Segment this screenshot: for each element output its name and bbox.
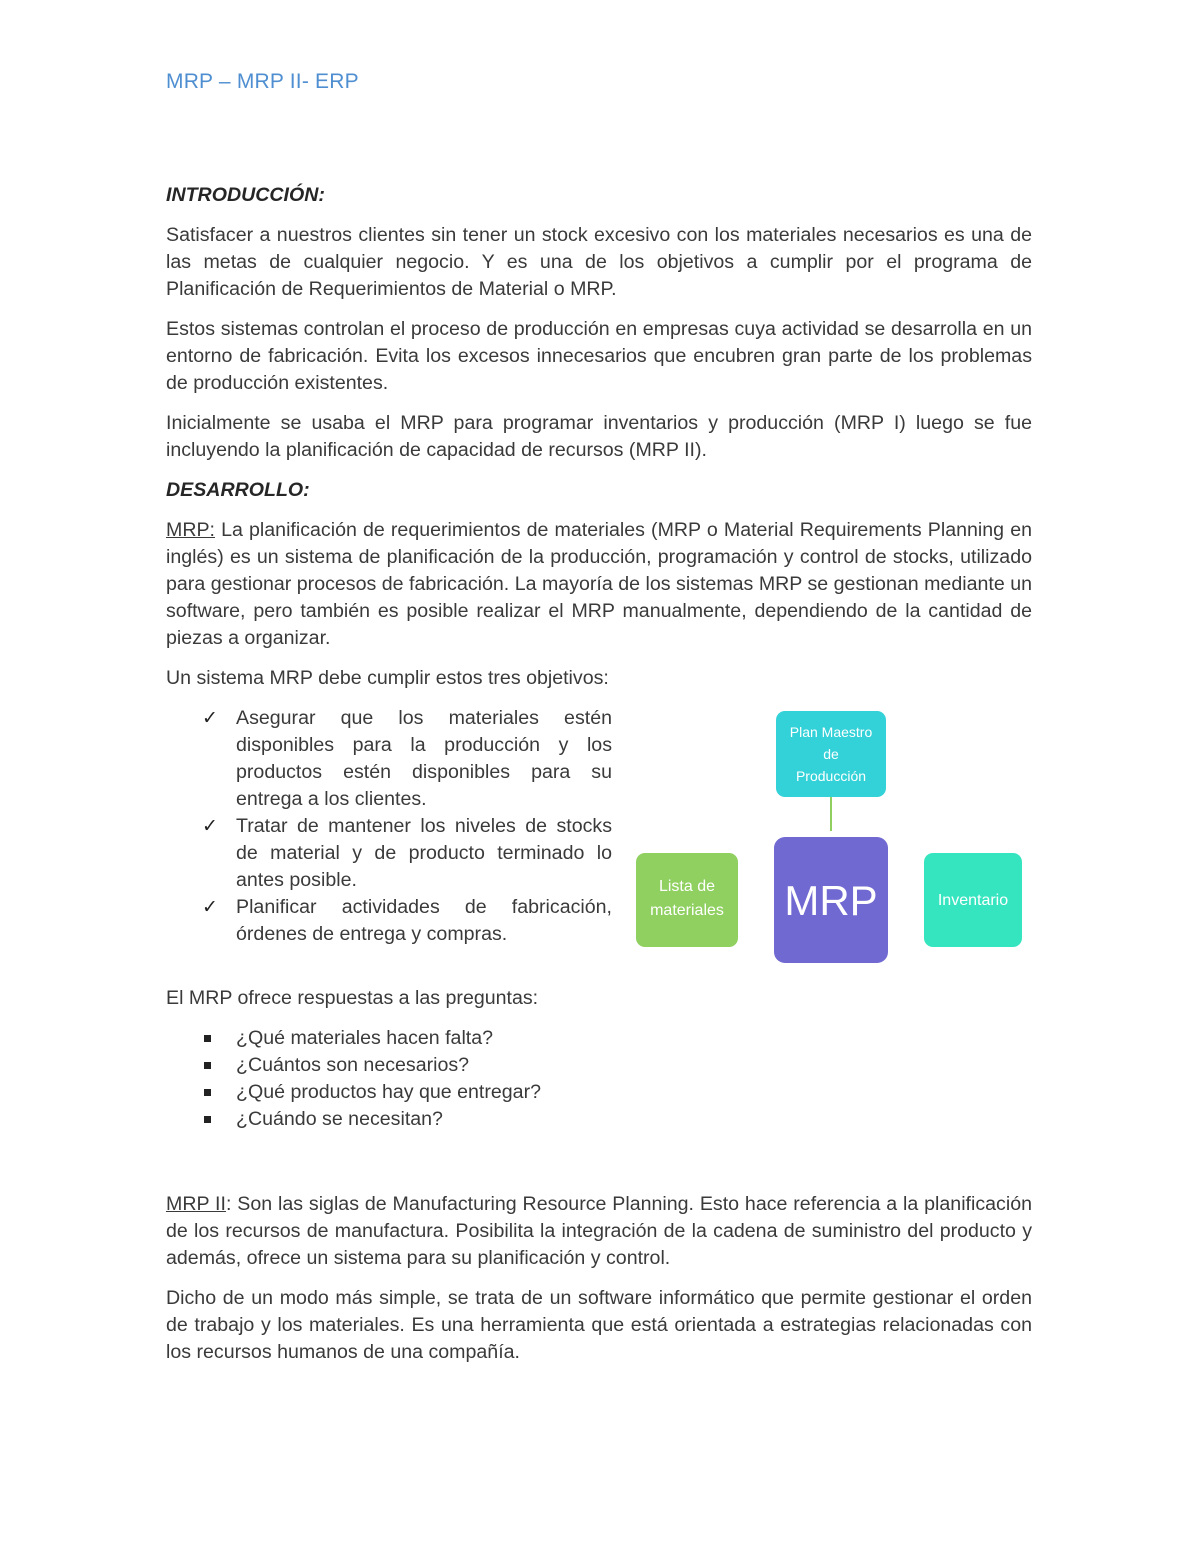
document-title: MRP – MRP II- ERP — [166, 70, 359, 93]
mrp2-paragraph — [166, 1191, 1032, 1272]
mrp2-text: : Son las siglas de Manufacturing Resource Planning. Esto hace referencia a la planificación de los recursos de manufactura. Posibilita la integración de la cadena de suministro del producto y además, ofrece un sistema para su planificación y control. — [166, 1193, 1032, 1269]
inventario-label: Inventario — [937, 892, 1009, 909]
objective-text: Planificar actividades de fabricación, órdenes de entrega y compras. — [236, 896, 612, 945]
mrp-text: La planificación de requerimientos de materiales (MRP o Material Requirements Planning en inglés) es un sistema de planificación de la producción, programación y control de stocks, utilizado para gestionar procesos de fabricación. La mayoría de los sistemas MRP se gestionan mediante un software, pero también es posible realizar el MRP manualmente, dependiendo de la cantidad de piezas a organizar. — [166, 519, 1032, 649]
question-text: ¿Cuándo se necesitan? — [236, 1108, 443, 1130]
square-bullet-icon — [204, 1062, 211, 1069]
checkmark-icon: ✓ — [202, 897, 218, 918]
mrp-paragraph — [166, 517, 1032, 652]
question-text: ¿Qué productos hay que entregar? — [236, 1081, 541, 1103]
objectives-section — [166, 705, 1032, 985]
plan-maestro-label-line-3: Producción — [795, 768, 867, 784]
list-item — [166, 1025, 1032, 1052]
objective-text: Asegurar que los materiales estén disponibles para la producción y los productos estén disponibles para su entrega a los clientes. — [236, 707, 612, 810]
mrp-label: MRP: — [166, 519, 215, 541]
mrp2-simple-paragraph: Dicho de un modo más simple, se trata de un software informático que permite gestionar el orden de trabajo y los materiales. Es una herramienta que está orientada a estrategias relacionadas con los recursos humanos de una compañía. — [166, 1287, 1032, 1363]
objectives-list — [166, 705, 612, 948]
list-item — [166, 813, 612, 894]
lista-materiales-label-line-2: materiales — [650, 902, 724, 919]
lista-materiales-label-line-1: Lista de — [658, 878, 716, 895]
intro-paragraph-1: Satisfacer a nuestros clientes sin tener un stock excesivo con los materiales necesarios es una de las metas de cualquier negocio. Y es una de los objetivos a cumplir por el programa de Planificación de Requerimientos de Material o MRP. — [166, 224, 1032, 300]
spacer — [166, 1146, 1032, 1191]
list-item — [166, 1052, 1032, 1079]
questions-list — [166, 1025, 1032, 1133]
intro-paragraph-2: Estos sistemas controlan el proceso de producción en empresas cuya actividad se desarrolla en un entorno de fabricación. Evita los excesos innecesarios que encubren gran parte de los problemas de producción existentes. — [166, 318, 1032, 394]
question-text: ¿Cuántos son necesarios? — [236, 1054, 470, 1076]
mrp-diagram — [634, 711, 1034, 971]
objectives-intro: Un sistema MRP debe cumplir estos tres objetivos: — [166, 667, 609, 689]
questions-intro: El MRP ofrece respuestas a las preguntas: — [166, 987, 539, 1009]
mrp-center-label: MRP — [784, 877, 878, 924]
list-item — [166, 894, 612, 948]
question-text: ¿Qué materiales hacen falta? — [236, 1027, 494, 1049]
list-item — [166, 705, 612, 813]
mrp2-label: MRP II — [166, 1193, 226, 1215]
plan-maestro-label-line-2: de — [823, 746, 839, 762]
development-heading: DESARROLLO: — [166, 479, 310, 501]
objective-text: Tratar de mantener los niveles de stocks de material y de producto terminado lo antes posible. — [236, 815, 612, 891]
square-bullet-icon — [204, 1035, 211, 1042]
square-bullet-icon — [204, 1116, 211, 1123]
intro-paragraph-3: Inicialmente se usaba el MRP para programar inventarios y producción (MRP I) luego se fue incluyendo la planificación de capacidad de recursos (MRP II). — [166, 412, 1032, 461]
list-item — [166, 1079, 1032, 1106]
checkmark-icon: ✓ — [202, 708, 218, 729]
document-body — [166, 182, 1032, 1379]
intro-heading: INTRODUCCIÓN: — [166, 184, 325, 206]
square-bullet-icon — [204, 1089, 211, 1096]
lista-materiales-box — [636, 853, 738, 947]
plan-maestro-label-line-1: Plan Maestro — [789, 724, 873, 740]
list-item — [166, 1106, 1032, 1133]
checkmark-icon: ✓ — [202, 816, 218, 837]
